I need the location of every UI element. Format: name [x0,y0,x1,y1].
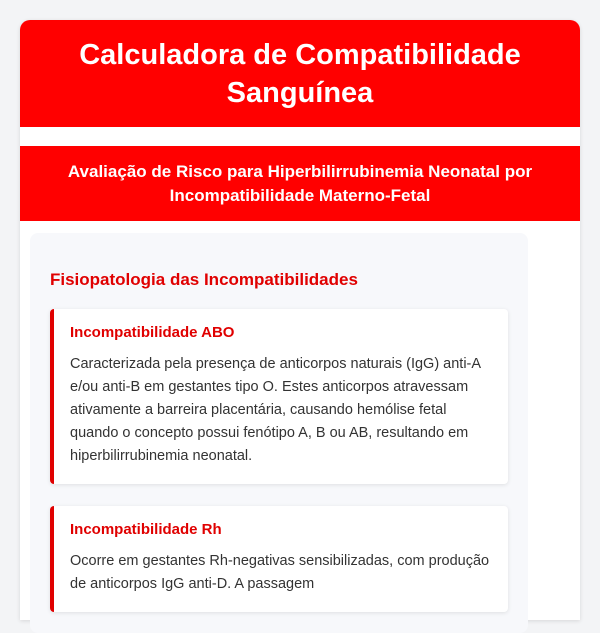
page-subtitle: Avaliação de Risco para Hiperbilirrubinemia Neonatal por Incompatibilidade Materno-Fetal [67,161,533,205]
page-title: Calculadora de Compatibilidade Sanguínea [79,38,521,109]
abo-description: Caracterizada pela presença de anticorpos naturais (IgG) anti-A e/ou anti-B em gestantes tipo O. Estes anticorpos atravessam ativamente a barreira placentária, causando hemólise fetal quando o concepto possui fenótipo A, B ou AB, resultando em hiperbilirrubinemia neonatal. [70,356,481,464]
subtitle-banner [20,146,580,221]
rh-description: Ocorre em gestantes Rh-negativas sensibilizadas, com produção de anticorpos IgG anti-D. A passagem [70,553,490,592]
physiopathology-section [30,233,528,633]
abo-info-box [50,309,508,484]
rh-title: Incompatibilidade Rh [70,521,222,538]
section-title: Fisiopatologia das Incompatibilidades [50,270,358,289]
abo-title: Incompatibilidade ABO [70,324,235,341]
app-header [20,20,580,127]
rh-info-box [50,506,508,612]
